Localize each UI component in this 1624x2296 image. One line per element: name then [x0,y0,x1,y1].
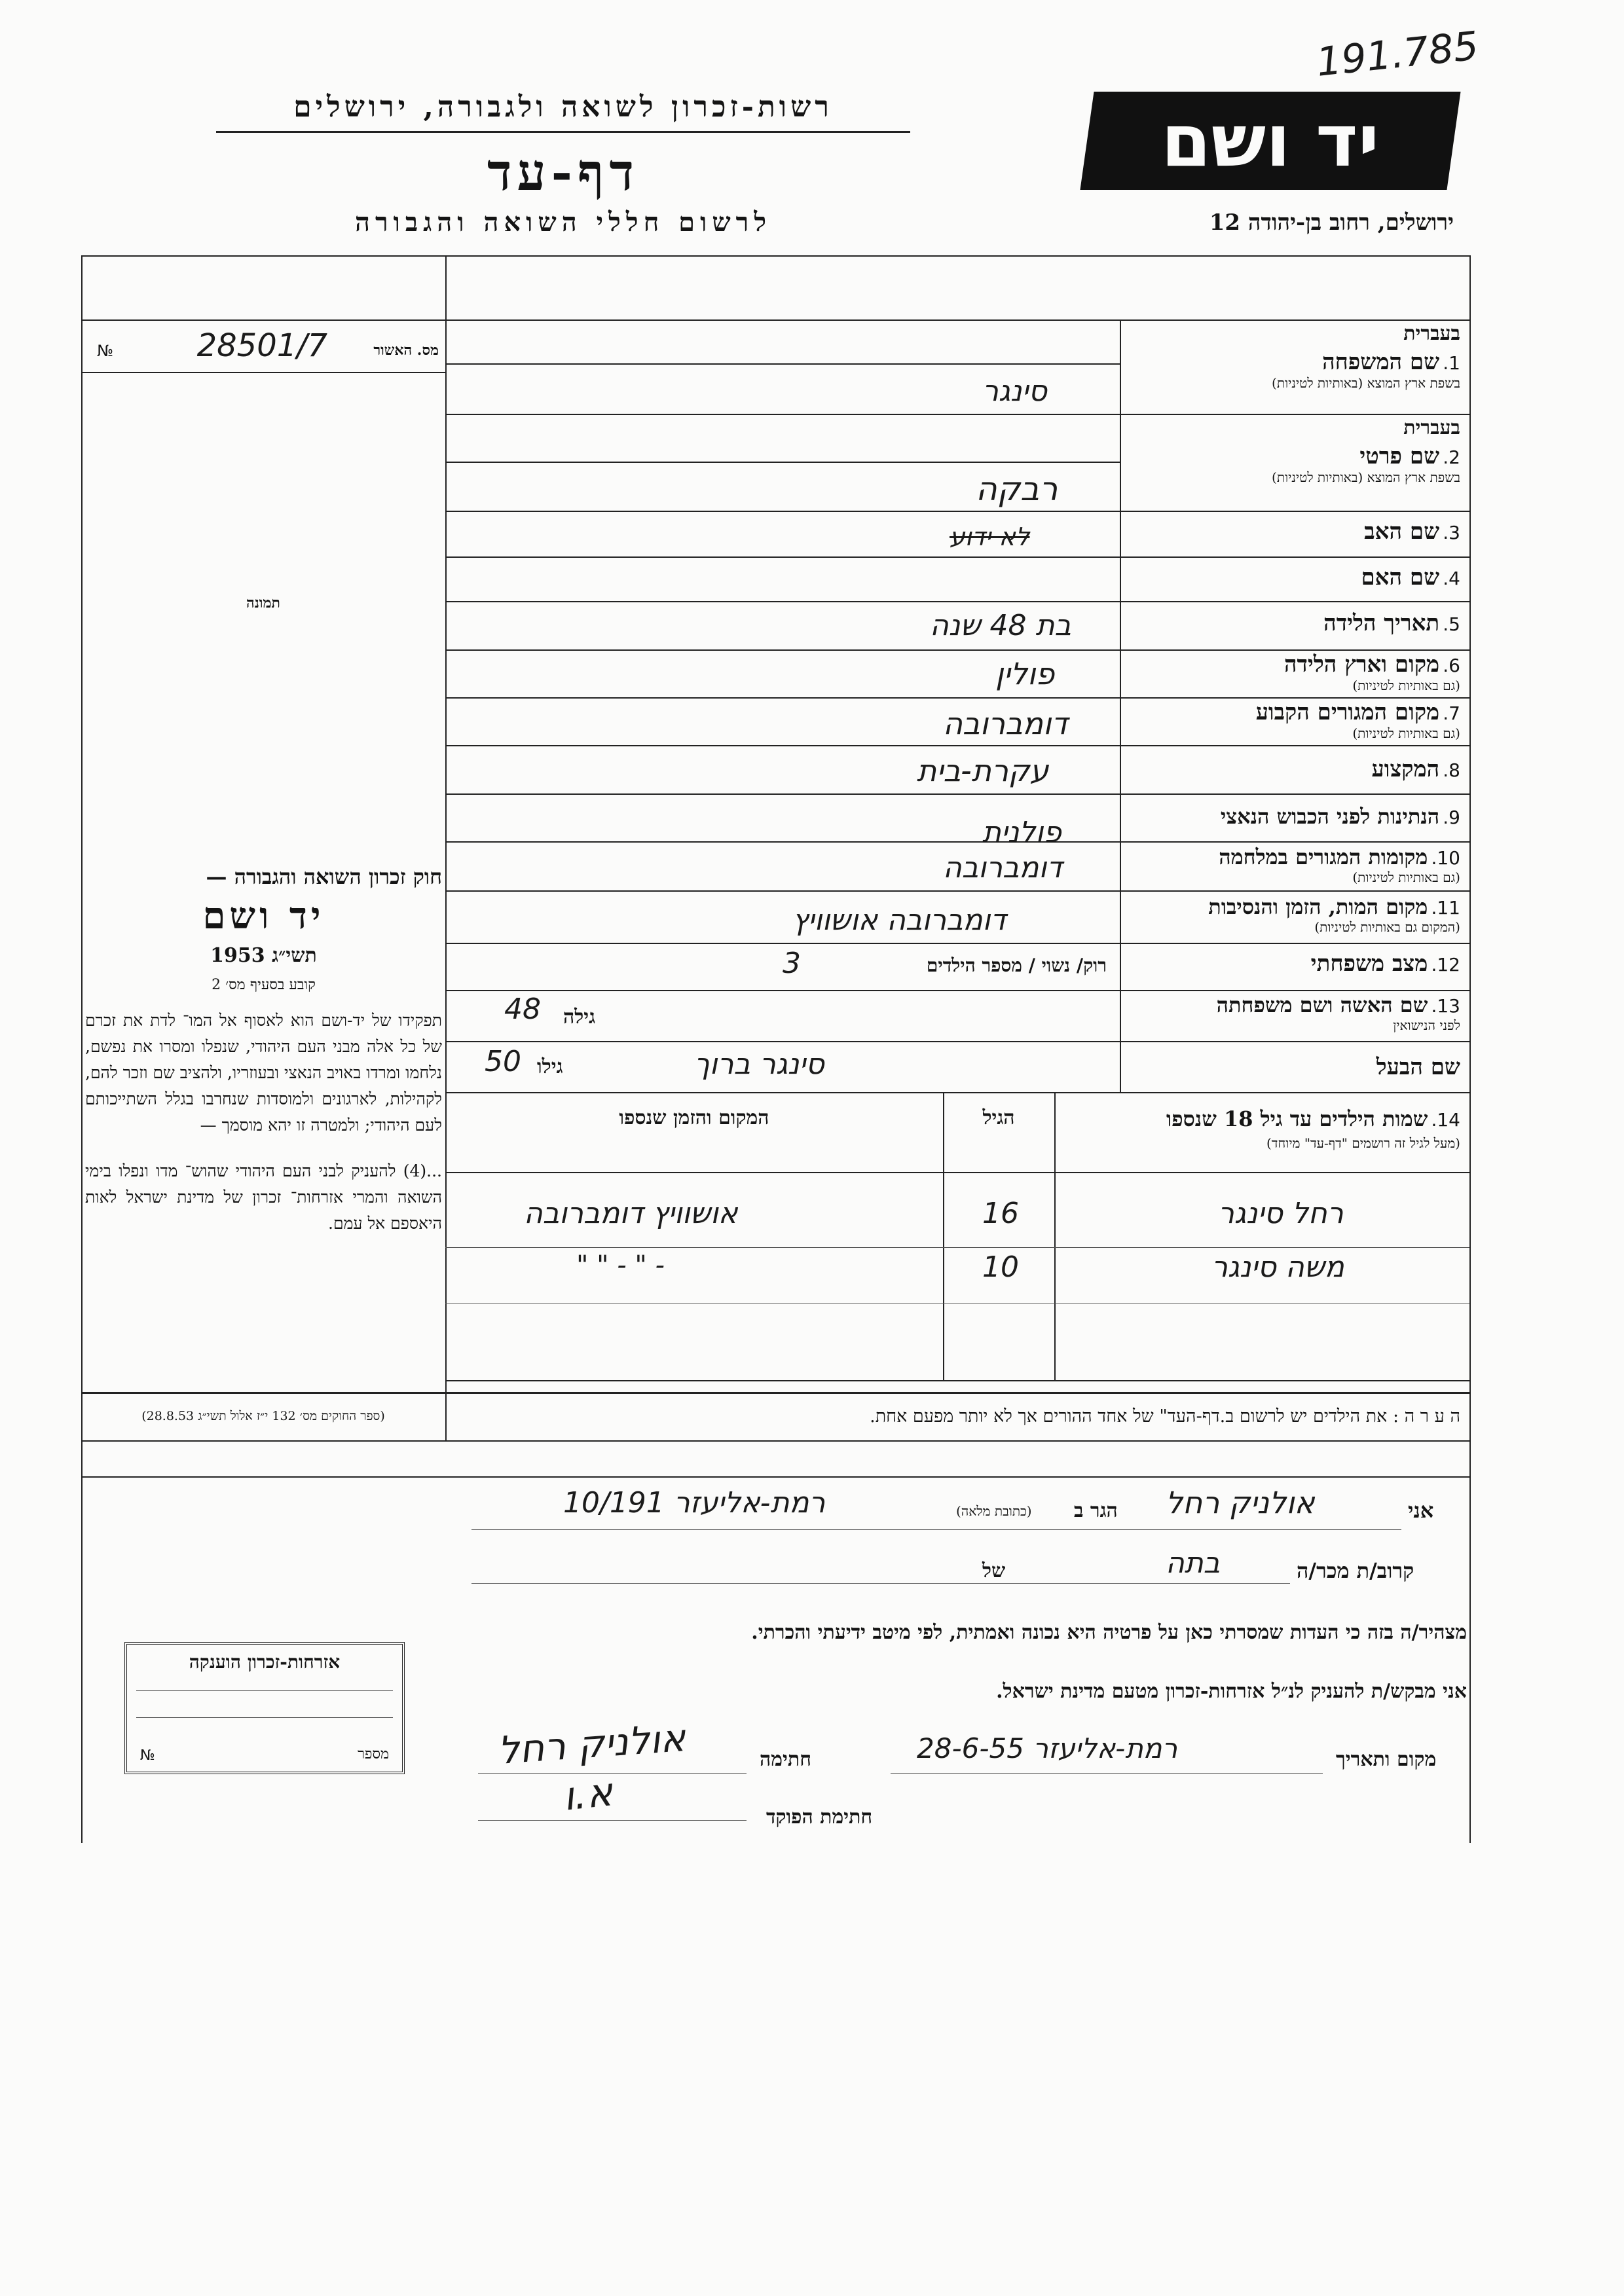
photo-label: תמונה [246,594,280,611]
form-subtitle: לרשום חללי השואה והגבורה [354,207,772,238]
place-date-label: מקום ותאריך [1336,1748,1437,1771]
field-5-number: 5. [1443,613,1460,635]
law-block [85,864,442,1237]
declaration-statement: מצהיר/ה בזה כי העדות שמסרתי כאן על פרטיה היא נכונה ואמתית, לפי מיטב ידיעתי והכרתי. [751,1621,1467,1644]
field-2-label: שם פרטי [1359,443,1440,469]
relative-label: קרוב/ת מכר/ה [1297,1558,1414,1583]
field-2-number: 2. [1443,446,1460,468]
address: ירושלים, רחוב בן-יהודה 12 [1209,210,1454,236]
law-paragraph-2: ...(4) להעניק לבני העם היהודי שהוש־ מדו ונפלו בימי השואה והמרי אזרחות־ זכרון של מדינת ישראל לאות היאספם אל עמם. [85,1161,442,1233]
remark-text: ה ע ר ה : את הילדים יש לרשום ב.דף-העד" של אחד ההורים אך לא יותר מפעם אחת. [870,1406,1460,1427]
citizenship-request: אני מבקש/ת להעניק לנ״ל אזרחות-זכרון מטעם מדינת ישראל. [996,1680,1467,1703]
field-10-number: 10. [1431,847,1460,869]
law-heading: חוק זכרון השואה והגבורה — [206,864,442,889]
field-7-note: (גם באותיות לטיניות) [1352,725,1460,741]
law-name: יד ושם [202,894,325,938]
field-3-label: שם האב [1364,519,1440,545]
child-place[interactable]: אושוויץ דומברובה [524,1197,738,1230]
law-source: (ספר החוקים מס׳ 132 י״ז אלול תשי״ג 28.8.53) [141,1409,385,1423]
children-header [1061,1106,1460,1152]
children-note: (מעל לגיל זה רושמים "דף-עד" מיוחד) [1266,1135,1460,1151]
law-paragraph-1: תפקידו של יד-ושם הוא לאסוף אל המו־ לדת את זכרם של כל אלה מבני העם היהודי, שנפלו ומסרו את נפשם, נלחמו ומרדו באויב הנאצי ובעוזריו, ולהציב שם וזכר להם, לקהילות, לארגונים ולמוסדות שנחרבו בגלל השתייכותם לעם היהודי; ולמטרה זו יהא מוסמך — [85,1011,442,1135]
field-12-label: מצב משפחתי [1310,951,1428,977]
children-count-value[interactable]: 3 [783,947,801,980]
col-age-header: הגיל [982,1106,1015,1129]
place-date-value[interactable]: רמת-אליעזר 28-6-55 [917,1732,1178,1764]
field-7-label: מקום המגורים הקבוע [1255,699,1440,725]
wife-age-label: גילה [563,1006,596,1029]
child-name[interactable]: משה סינגר [1211,1250,1344,1284]
approval-no-sign: № [97,342,113,360]
field-1-number: 1. [1443,352,1460,374]
residence-value[interactable]: דומברובה [943,706,1068,741]
field-14-number: 14. [1431,1109,1460,1131]
profession-value[interactable]: עקרת-בית [917,753,1049,788]
resides-label: הגר ב [1074,1499,1118,1522]
child-name[interactable]: רחל סינגר [1218,1197,1344,1230]
husband-name-value[interactable]: סינגר ברוך [694,1048,824,1081]
field-11-number: 11. [1431,897,1460,919]
yad-vashem-logo [1080,92,1460,190]
family-name-value[interactable]: סינגר [982,374,1047,408]
wife-age-value[interactable]: 48 [504,993,541,1026]
family-status-options: רוק/ נשוי / מספר הילדים [926,955,1107,976]
field-4-label: שם האם [1361,564,1440,591]
child-place[interactable]: " " - " - [576,1250,665,1281]
birth-date-value[interactable]: בת 48 שנה [930,609,1071,642]
declarant-address[interactable]: רמת-אליעזר 10/191 [563,1486,826,1520]
field-birth-date [1126,610,1460,636]
field-birth-place [1126,651,1460,694]
field-13-label: שם האשה ושם משפחתה [1216,993,1428,1017]
nationality-value[interactable]: פולנית [982,816,1061,849]
husband-age-label: גילו [537,1055,563,1078]
field-nationality [1126,804,1460,829]
field-mother-name [1126,564,1460,591]
field-father-name [1126,519,1460,545]
husband-age-value[interactable]: 50 [485,1045,521,1078]
law-section: קובע בסעיף מס׳ 2 [212,977,316,993]
field-8-label: המקצוע [1371,756,1440,782]
death-place-value[interactable]: דומברובה אושוויץ [792,903,1006,937]
field-first-name [1126,416,1460,486]
declarant-label: אני [1408,1498,1434,1523]
first-name-value[interactable]: רבקה [976,470,1058,508]
child-age[interactable]: 16 [982,1197,1019,1230]
col-place-header: המקום והזמן שנספו [619,1106,769,1129]
husband-label: שם הבעל [1376,1054,1460,1080]
of-label: של [982,1559,1006,1582]
signature-label: חתימה [760,1748,811,1771]
field-6-number: 6. [1443,655,1460,676]
children-title: שמות הילדים עד גיל 18 שנספו [1166,1106,1428,1131]
logo-text: יד ושם [1161,99,1380,183]
field-3-number: 3. [1443,522,1460,543]
field-13-number: 13. [1431,995,1460,1017]
field-9-label: הנתינות לפני הכבוש הנאצי [1220,804,1440,829]
birth-place-value[interactable]: פולין [995,656,1055,691]
field-4-number: 4. [1443,568,1460,589]
authority-line: רשות-זכרון לשואה ולגבורה, ירושלים [293,90,833,124]
field-1-label: שם המשפחה [1322,349,1440,375]
signature-value[interactable]: אולניק רחל [496,1715,687,1773]
form-title: דף-עד [487,143,639,202]
field-residence [1126,699,1460,742]
declarant-name[interactable]: אולניק רחל [1166,1485,1315,1520]
field-9-number: 9. [1443,807,1460,828]
relative-value[interactable]: בתה [1166,1546,1221,1580]
field-wartime-residence [1126,845,1460,886]
citizenship-box [124,1642,405,1774]
field-death-place [1126,894,1460,936]
field-2-note: בשפת ארץ המוצא (באותיות לטיניות) [1272,469,1460,485]
field-11-note: (המקום גם באותיות לטיניות) [1314,919,1460,935]
approval-number[interactable]: 28501/7 [196,327,327,364]
field-6-label: מקום וארץ הלידה [1284,651,1440,678]
field-11-label: מקום המות, הזמן והנסיבות [1208,894,1428,919]
field-5-label: תאריך הלידה [1323,610,1440,636]
wartime-residence-value[interactable]: דומברובה [943,851,1063,884]
father-name-value[interactable]: לא ידוע [950,522,1030,551]
officer-signature-label: חתימת הפוקד [766,1806,873,1829]
officer-signature[interactable]: א.ו [561,1769,615,1820]
child-age[interactable]: 10 [982,1250,1019,1284]
archive-number: 191.785 [1314,23,1481,86]
field-1-note: בשפת ארץ המוצא (באותיות לטיניות) [1272,375,1460,391]
photo-area[interactable] [92,386,435,831]
address-note: (כתובת מלאה) [956,1503,1032,1519]
field-wife-name [1126,993,1460,1034]
field-6-note: (גם באותיות לטיניות) [1352,678,1460,693]
field-10-label: מקומות המגורים במלחמה [1219,845,1428,869]
citizenship-box-title: אזרחות-זכרון הוענקה [189,1651,341,1673]
field-profession [1126,756,1460,782]
approval-label: מס. האשור [373,342,439,359]
field-12-number: 12. [1431,954,1460,975]
field-13-note: לפני הנישואין [1393,1017,1460,1033]
field-7-number: 7. [1443,702,1460,724]
law-year: תשי״ג 1953 [210,944,317,967]
field-family-status [1126,951,1460,977]
citizenship-no-sign: № [140,1747,155,1764]
field-10-note: (גם באותיות לטיניות) [1352,869,1460,885]
citizenship-number-label: מספר [358,1746,389,1762]
field-1-lang: בעברית [1403,322,1460,345]
field-family-name [1126,322,1460,392]
field-8-number: 8. [1443,759,1460,781]
field-2-lang: בעברית [1403,416,1460,439]
